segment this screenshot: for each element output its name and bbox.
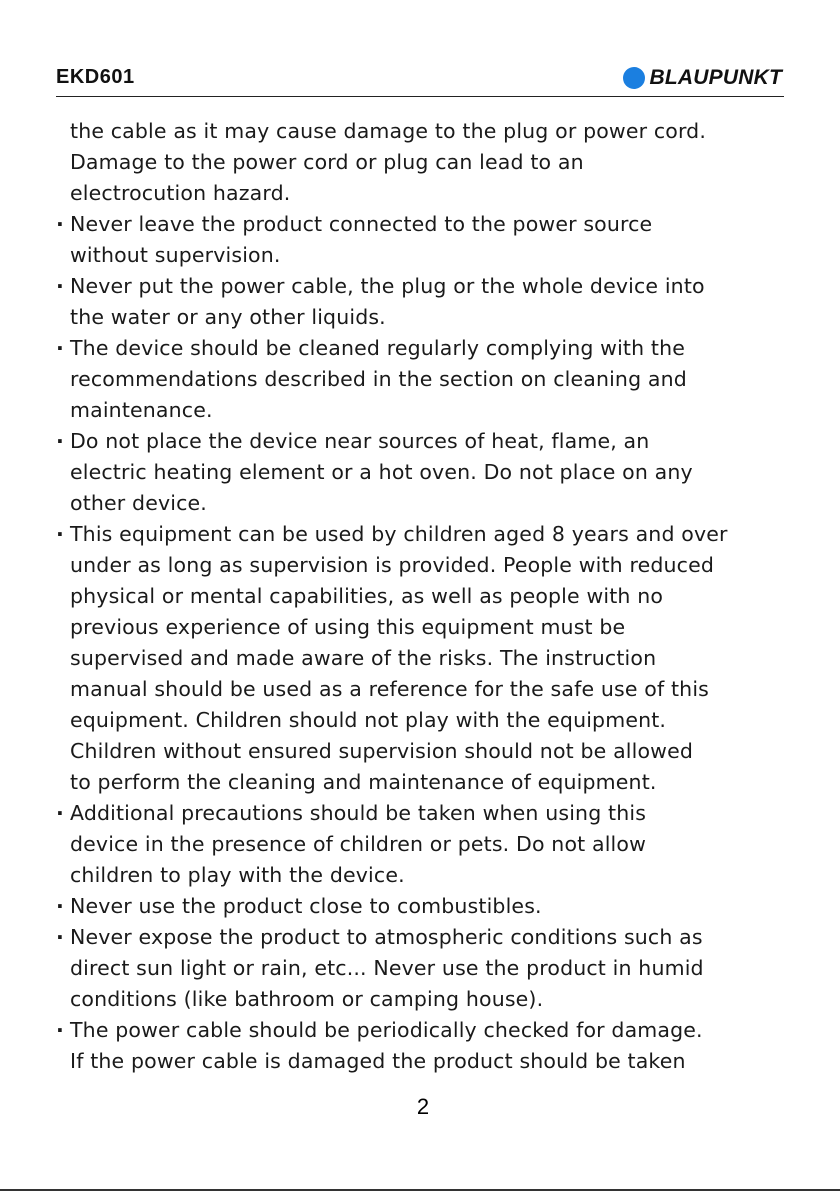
- safety-instructions: [56, 116, 796, 1077]
- bullet-item: [56, 333, 796, 426]
- bullet-icon: ·: [56, 212, 64, 236]
- text-line: Never use the product close to combustibles.: [70, 894, 542, 918]
- text-line: other device.: [70, 491, 207, 515]
- text-line: device in the presence of children or pets. Do not allow: [70, 832, 647, 856]
- text-line: children to play with the device.: [70, 863, 405, 887]
- text-line: under as long as supervision is provided. People with reduced: [70, 553, 715, 577]
- bullet-item: [56, 798, 796, 891]
- bullet-icon: ·: [56, 801, 64, 825]
- text-line: Never expose the product to atmospheric conditions such as: [70, 925, 703, 949]
- bullet-item: [56, 426, 796, 519]
- bullet-icon: ·: [56, 522, 64, 546]
- text-line: equipment. Children should not play with the equipment.: [70, 708, 667, 732]
- text-line: the cable as it may cause damage to the plug or power cord.: [70, 119, 707, 143]
- text-line: If the power cable is damaged the product should be taken: [70, 1049, 686, 1073]
- text-line: previous experience of using this equipment must be: [70, 615, 626, 639]
- text-line: electrocution hazard.: [70, 181, 291, 205]
- bottom-rule: [0, 1189, 840, 1191]
- text-line: Additional precautions should be taken when using this: [70, 801, 647, 825]
- bullet-icon: ·: [56, 429, 64, 453]
- text-line: The power cable should be periodically checked for damage.: [70, 1018, 703, 1042]
- text-line: to perform the cleaning and maintenance of equipment.: [70, 770, 657, 794]
- text-line: electric heating element or a hot oven. Do not place on any: [70, 460, 693, 484]
- text-line: manual should be used as a reference for the safe use of this: [70, 677, 710, 701]
- text-line: Do not place the device near sources of heat, flame, an: [70, 429, 650, 453]
- bullet-item: [56, 209, 796, 271]
- continued-paragraph: [56, 116, 796, 209]
- text-line: physical or mental capabilities, as well as people with no: [70, 584, 664, 608]
- bullet-item: [56, 271, 796, 333]
- bullet-item: [56, 1015, 796, 1077]
- text-line: The device should be cleaned regularly complying with the: [70, 336, 686, 360]
- text-line: maintenance.: [70, 398, 213, 422]
- text-line: This equipment can be used by children aged 8 years and over: [70, 522, 728, 546]
- text-line: conditions (like bathroom or camping house).: [70, 987, 544, 1011]
- bullet-item: [56, 519, 796, 798]
- text-line: Never leave the product connected to the power source: [70, 212, 653, 236]
- text-line: without supervision.: [70, 243, 281, 267]
- brand-name: BLAUPUNKT: [649, 66, 782, 89]
- bullet-icon: ·: [56, 336, 64, 360]
- brand-dot-icon: [623, 67, 645, 89]
- bullet-item: [56, 922, 796, 1015]
- bullet-icon: ·: [56, 925, 64, 949]
- page-header: [56, 62, 784, 97]
- text-line: Never put the power cable, the plug or the whole device into: [70, 274, 705, 298]
- text-line: Children without ensured supervision should not be allowed: [70, 739, 694, 763]
- model-number: EKD601: [56, 66, 135, 88]
- bullet-icon: ·: [56, 1018, 64, 1042]
- text-line: direct sun light or rain, etc... Never use the product in humid: [70, 956, 704, 980]
- text-line: supervised and made aware of the risks. The instruction: [70, 646, 657, 670]
- bullet-icon: ·: [56, 274, 64, 298]
- text-line: Damage to the power cord or plug can lead to an: [70, 150, 584, 174]
- page-number: 2: [416, 1094, 430, 1119]
- brand-logo: [623, 66, 782, 90]
- bullet-item: [56, 891, 796, 922]
- bullet-icon: ·: [56, 894, 64, 918]
- text-line: the water or any other liquids.: [70, 305, 386, 329]
- text-line: recommendations described in the section on cleaning and: [70, 367, 687, 391]
